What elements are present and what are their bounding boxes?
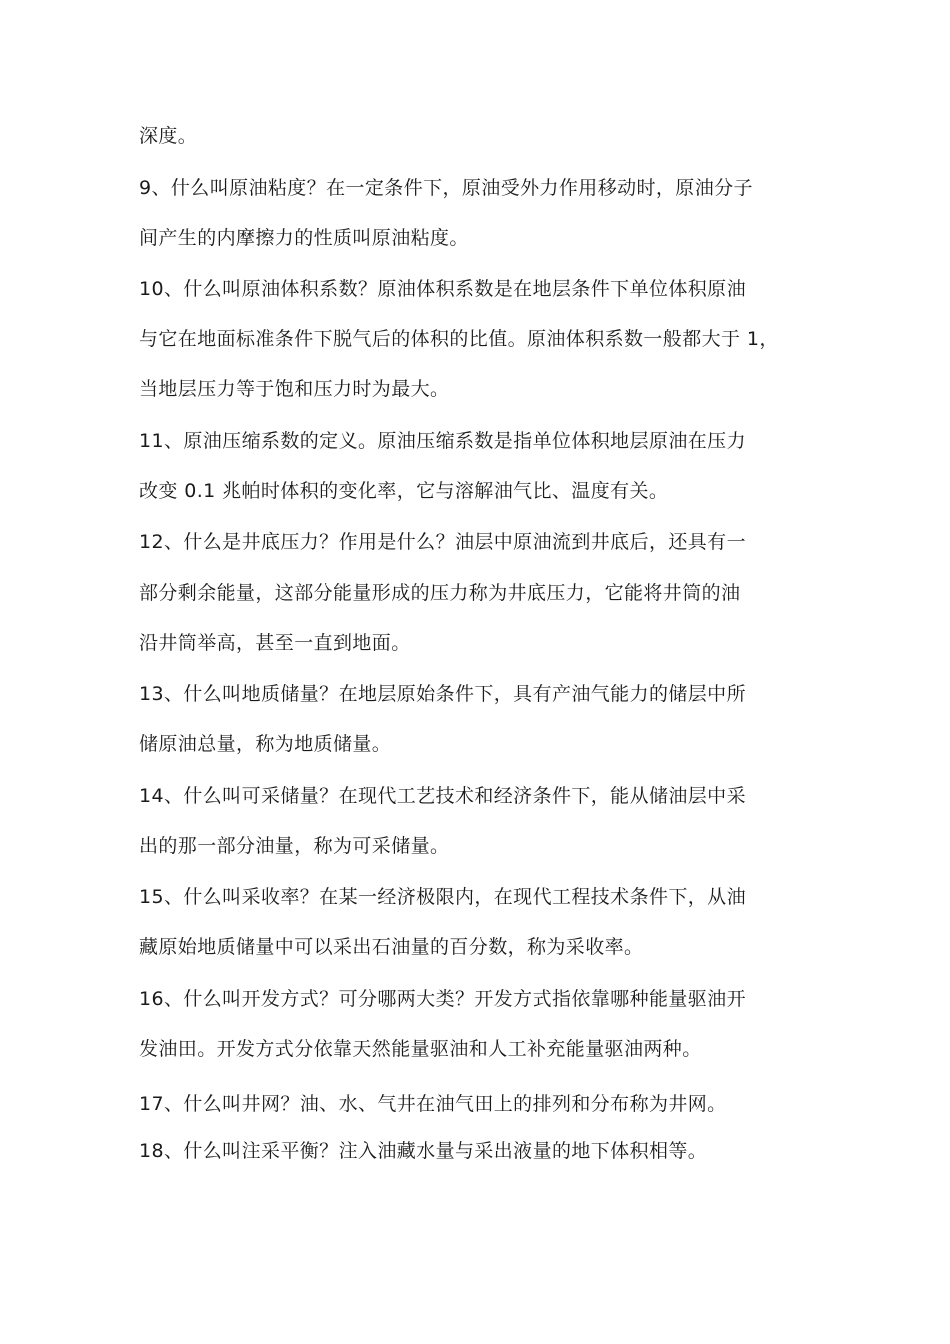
text-line: 深度。 — [139, 125, 198, 147]
text-line: 12、什么是井底压力？作用是什么？油层中原油流到井底后，还具有一 — [139, 531, 746, 553]
text-line: 10、什么叫原油体积系数？原油体积系数是在地层条件下单位体积原油 — [139, 278, 746, 300]
text-line: 间产生的内摩擦力的性质叫原油粘度。 — [139, 227, 469, 249]
text-line: 11、原油压缩系数的定义。原油压缩系数是指单位体积地层原油在压力 — [139, 430, 746, 452]
text-line: 9、什么叫原油粘度？在一定条件下，原油受外力作用移动时，原油分子 — [139, 177, 753, 199]
text-line: 部分剩余能量，这部分能量形成的压力称为井底压力，它能将井筒的油 — [139, 582, 741, 604]
text-line: 沿井筒举高，甚至一直到地面。 — [139, 632, 411, 654]
text-line: 16、什么叫开发方式？可分哪两大类？开发方式指依靠哪种能量驱油开 — [139, 988, 746, 1010]
text-line: 14、什么叫可采储量？在现代工艺技术和经济条件下，能从储油层中采 — [139, 785, 746, 807]
text-line: 13、什么叫地质储量？在地层原始条件下，具有产油气能力的储层中所 — [139, 683, 746, 705]
text-line: 18、什么叫注采平衡？注入油藏水量与采出液量的地下体积相等。 — [139, 1140, 708, 1162]
text-line: 改变 0.1 兆帕时体积的变化率，它与溶解油气比、温度有关。 — [139, 480, 669, 502]
text-line: 17、什么叫井网？油、水、气井在油气田上的排列和分布称为井网。 — [139, 1093, 727, 1115]
text-line: 储原油总量，称为地质储量。 — [139, 733, 392, 755]
text-line: 出的那一部分油量，称为可采储量。 — [139, 835, 450, 857]
text-line: 藏原始地质储量中可以采出石油量的百分数，称为采收率。 — [139, 936, 644, 958]
text-line: 当地层压力等于饱和压力时为最大。 — [139, 378, 450, 400]
text-line: 15、什么叫采收率？在某一经济极限内，在现代工程技术条件下，从油 — [139, 886, 746, 908]
text-line: 与它在地面标准条件下脱气后的体积的比值。原油体积系数一般都大于 1， — [139, 328, 779, 350]
text-line: 发油田。开发方式分依靠天然能量驱油和人工补充能量驱油两种。 — [139, 1038, 702, 1060]
